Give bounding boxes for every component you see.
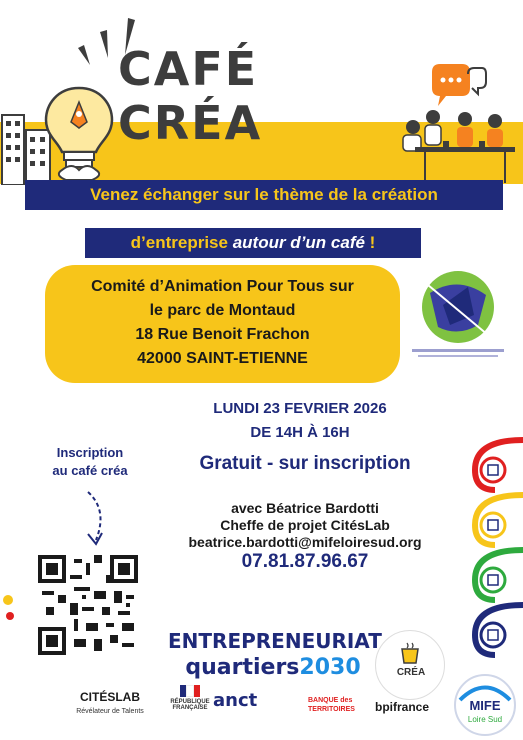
inscription-label: [20, 444, 160, 480]
quartiers-year: 2030: [299, 655, 361, 680]
address-line-1: Comité d’Animation Pour Tous sur: [91, 278, 354, 295]
bpifrance-logo: [375, 698, 445, 716]
address-line-4: 42000 SAINT-ETIENNE: [137, 350, 308, 367]
mife-logo-text: MIFE: [469, 698, 501, 713]
banner-plain-text: d’entreprise: [130, 233, 233, 252]
cafe-crea-logo: [375, 630, 445, 700]
banque-des-territoires-text: BANQUE des TERRITOIRES: [308, 697, 355, 713]
inscription-line-2: au café créa: [52, 463, 128, 478]
lightbulb-rocket-icon: [32, 80, 127, 185]
inscription-line-1: Inscription: [56, 445, 124, 460]
contact-name: avec Béatrice Bardotti: [231, 500, 379, 516]
banner-italic-text: autour d’un café: [232, 233, 365, 252]
cafe-crea-logo-label: CRÉA: [396, 667, 426, 678]
theme-banner-line2: [85, 228, 421, 258]
republique-francaise-text: RÉPUBLIQUE FRANÇAISE: [170, 699, 210, 711]
event-time: DE 14H À 16H: [250, 424, 350, 441]
page-title: CAFÉ CRÉA: [118, 42, 263, 150]
contact-phone[interactable]: 07.81.87.96.67: [241, 551, 369, 572]
curved-arrow-icon: [78, 490, 118, 550]
address-box: [45, 265, 400, 383]
republique-francaise-logo: [170, 685, 210, 725]
address-line-3: 18 Rue Benoit Frachon: [135, 326, 310, 343]
citeslab-tagline: Révélateur de Talents: [76, 708, 144, 715]
people-at-table-illustration: [395, 105, 523, 185]
banner-end-text: !: [364, 233, 376, 252]
quartiers-logo-text: [168, 655, 378, 680]
french-flag-icon: [180, 685, 200, 697]
bpifrance-text: bpifrance: [375, 700, 430, 714]
event-date: LUNDI 23 FEVRIER 2026: [213, 400, 387, 417]
qr-code[interactable]: [38, 555, 138, 655]
citeslab-logo: CITÉSLAB: [80, 690, 140, 704]
event-datetime: [170, 397, 430, 445]
address-line-2: le parc de Montaud: [149, 302, 296, 319]
decorative-dots: [0, 590, 20, 630]
cafe-cup-icon: [398, 641, 424, 667]
contact-email[interactable]: beatrice.bardotti@mifeloiresud.org: [188, 534, 422, 550]
contact-role: Cheffe de projet CitésLab: [220, 517, 390, 533]
theme-banner: Venez échanger sur le thème de la création: [25, 180, 503, 210]
contact-block: [155, 500, 455, 551]
mife-logo: [450, 670, 520, 740]
anct-logo: [213, 690, 303, 720]
quartiers-word: quartiers: [185, 655, 300, 680]
mife-logo-subtext: Loire Sud: [467, 715, 503, 724]
cap-association-logo: [408, 265, 508, 365]
decorative-arcs-with-icons: [455, 430, 523, 690]
banque-des-territoires-logo: [308, 696, 368, 718]
entrepreneuriat-logo-text: ENTREPRENEURIAT: [168, 629, 382, 653]
anct-logo-text: anct: [213, 690, 258, 711]
free-registration-text: Gratuit - sur inscription: [199, 453, 411, 474]
